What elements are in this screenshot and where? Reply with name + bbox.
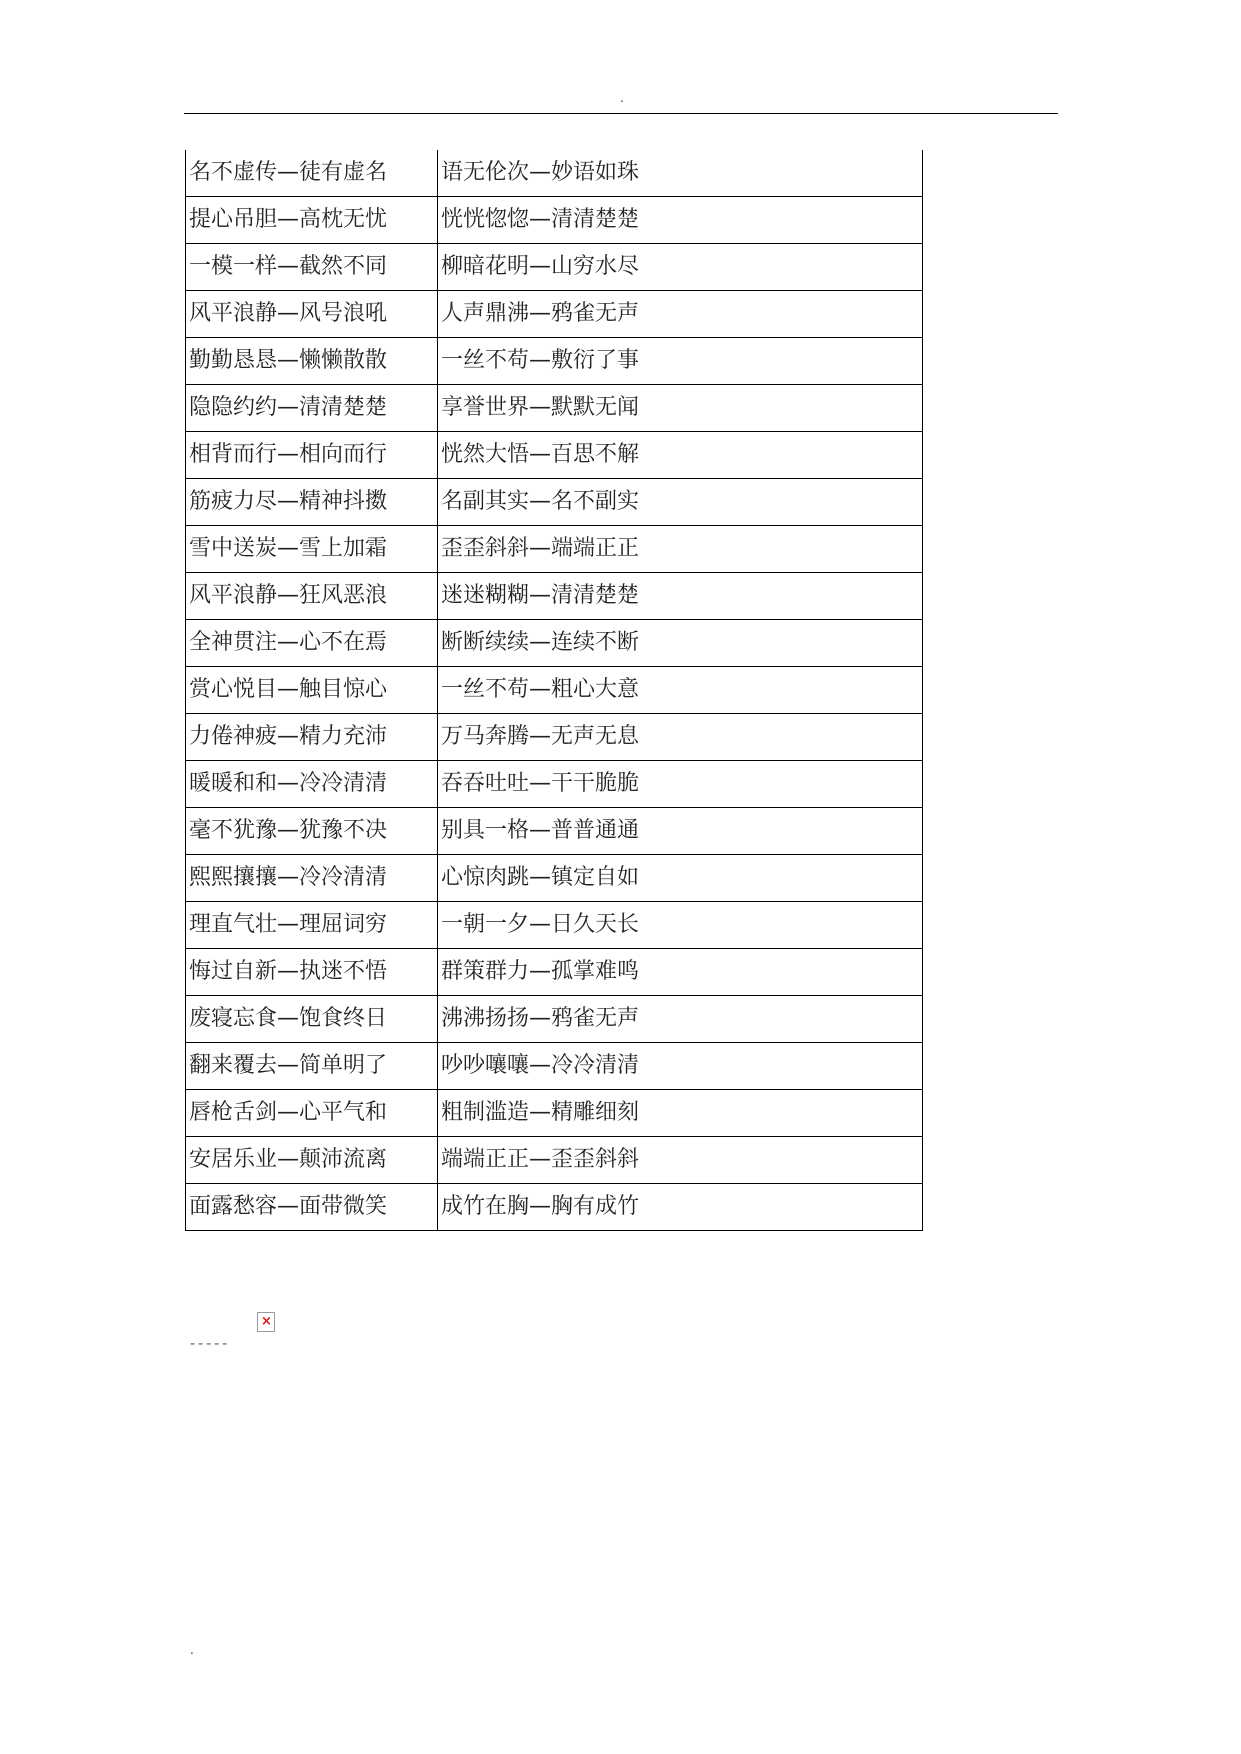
table-row <box>186 338 923 385</box>
table-row <box>186 244 923 291</box>
antonym-pair-left: 毫不犹豫—犹豫不决 <box>186 808 438 855</box>
antonym-pair-right: 柳暗花明—山穷水尽 <box>438 244 923 291</box>
antonym-pair-left: 筋疲力尽—精神抖擞 <box>186 479 438 526</box>
table-row <box>186 291 923 338</box>
antonym-pair-left: 风平浪静—风号浪吼 <box>186 291 438 338</box>
antonym-pair-left: 赏心悦目—触目惊心 <box>186 667 438 714</box>
antonym-pair-left: 隐隐约约—清清楚楚 <box>186 385 438 432</box>
table-row <box>186 667 923 714</box>
table-row <box>186 996 923 1043</box>
antonym-pair-left: 全神贯注—心不在焉 <box>186 620 438 667</box>
table-row <box>186 1184 923 1231</box>
antonym-pair-right: 一丝不苟—敷衍了事 <box>438 338 923 385</box>
antonym-pair-right: 恍然大悟—百思不解 <box>438 432 923 479</box>
dash-line: ----- <box>190 1336 231 1352</box>
broken-image-glyph: × <box>261 1314 272 1329</box>
table-row <box>186 855 923 902</box>
antonym-pair-right: 名副其实—名不副实 <box>438 479 923 526</box>
antonym-pair-left: 一模一样—截然不同 <box>186 244 438 291</box>
antonym-pair-left: 安居乐业—颠沛流离 <box>186 1137 438 1184</box>
footer-mark: . <box>190 1643 194 1657</box>
antonym-pair-right: 迷迷糊糊—清清楚楚 <box>438 573 923 620</box>
antonym-pair-left: 名不虚传—徒有虚名 <box>186 150 438 197</box>
antonym-pair-left: 提心吊胆—高枕无忧 <box>186 197 438 244</box>
antonym-pair-left: 悔过自新—执迷不悟 <box>186 949 438 996</box>
table-row <box>186 1090 923 1137</box>
table-row <box>186 808 923 855</box>
table-row <box>186 761 923 808</box>
antonym-pair-left: 熙熙攘攘—冷冷清清 <box>186 855 438 902</box>
antonym-pair-right: 群策群力—孤掌难鸣 <box>438 949 923 996</box>
antonym-pair-left: 相背而行—相向而行 <box>186 432 438 479</box>
antonym-pair-right: 吞吞吐吐—干干脆脆 <box>438 761 923 808</box>
table-row <box>186 902 923 949</box>
antonym-pair-right: 吵吵嚷嚷—冷冷清清 <box>438 1043 923 1090</box>
antonym-pair-right: 人声鼎沸—鸦雀无声 <box>438 291 923 338</box>
antonym-pair-right: 沸沸扬扬—鸦雀无声 <box>438 996 923 1043</box>
antonym-pair-right: 别具一格—普普通通 <box>438 808 923 855</box>
table-row <box>186 573 923 620</box>
antonym-pair-left: 废寝忘食—饱食终日 <box>186 996 438 1043</box>
antonym-pair-right: 成竹在胸—胸有成竹 <box>438 1184 923 1231</box>
table-row <box>186 150 923 197</box>
antonym-table <box>185 150 923 1231</box>
table-row <box>186 949 923 996</box>
antonym-pair-left: 雪中送炭—雪上加霜 <box>186 526 438 573</box>
table-row <box>186 432 923 479</box>
table-row <box>186 385 923 432</box>
antonym-pair-left: 翻来覆去—简单明了 <box>186 1043 438 1090</box>
antonym-pair-left: 理直气壮—理屈词穷 <box>186 902 438 949</box>
broken-image-icon <box>257 1312 275 1332</box>
antonym-pair-left: 面露愁容—面带微笑 <box>186 1184 438 1231</box>
antonym-pair-right: 一朝一夕—日久天长 <box>438 902 923 949</box>
antonym-pair-right: 一丝不苟—粗心大意 <box>438 667 923 714</box>
table-row <box>186 197 923 244</box>
antonym-pair-left: 力倦神疲—精力充沛 <box>186 714 438 761</box>
antonym-pair-right: 断断续续—连续不断 <box>438 620 923 667</box>
table-row <box>186 1043 923 1090</box>
antonym-pair-right: 歪歪斜斜—端端正正 <box>438 526 923 573</box>
table-row <box>186 620 923 667</box>
antonym-pair-left: 唇枪舌剑—心平气和 <box>186 1090 438 1137</box>
table-row <box>186 526 923 573</box>
table-row <box>186 479 923 526</box>
antonym-table-body <box>186 150 923 1231</box>
header-mark: . <box>620 91 624 105</box>
antonym-pair-right: 恍恍惚惚—清清楚楚 <box>438 197 923 244</box>
antonym-pair-right: 粗制滥造—精雕细刻 <box>438 1090 923 1137</box>
antonym-pair-right: 心惊肉跳—镇定自如 <box>438 855 923 902</box>
antonym-pair-right: 语无伦次—妙语如珠 <box>438 150 923 197</box>
antonym-pair-left: 暖暖和和—冷冷清清 <box>186 761 438 808</box>
table-row <box>186 714 923 761</box>
antonym-pair-right: 享誉世界—默默无闻 <box>438 385 923 432</box>
antonym-pair-right: 万马奔腾—无声无息 <box>438 714 923 761</box>
header-rule <box>184 113 1058 114</box>
table-row <box>186 1137 923 1184</box>
antonym-pair-left: 风平浪静—狂风恶浪 <box>186 573 438 620</box>
antonym-pair-right: 端端正正—歪歪斜斜 <box>438 1137 923 1184</box>
antonym-pair-left: 勤勤恳恳—懒懒散散 <box>186 338 438 385</box>
